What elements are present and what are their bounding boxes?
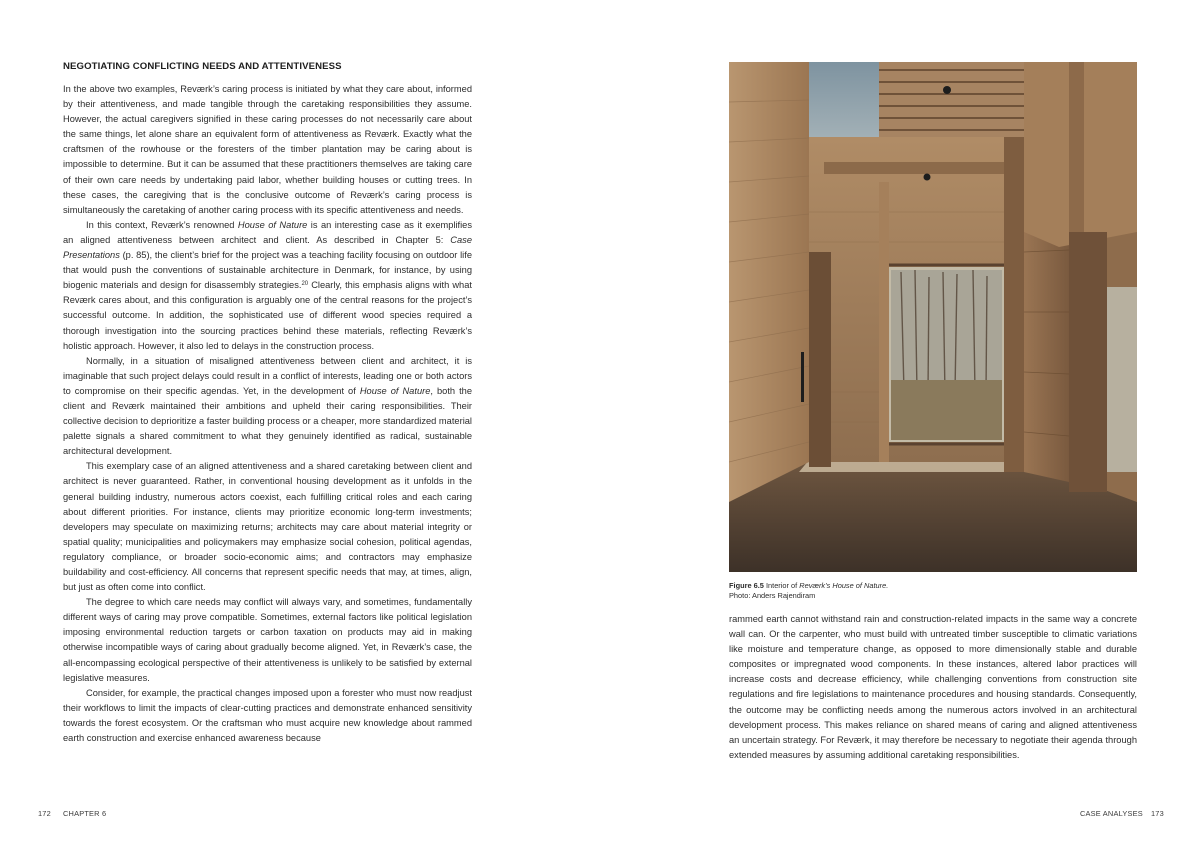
running-footer-right: CASE ANALYSES bbox=[1080, 809, 1143, 818]
page-number-right: 173 bbox=[1151, 809, 1164, 818]
section-heading: NEGOTIATING CONFLICTING NEEDS AND ATTENTIVENESS bbox=[63, 61, 342, 72]
interior-photo bbox=[729, 62, 1137, 572]
chapter-reference: Case Presentations bbox=[63, 234, 472, 261]
left-text-column bbox=[63, 82, 472, 746]
paragraph-5: The degree to which care needs may conflict will always vary, and sometimes, fundamentally different ways of caring may prove compatible. Sometimes, external factors like political legislation imposing environmental reduction targets or carbon taxation on products may aid in making otherwise incompatible ways of caring about gradually become aligned. Yet, in Reværk’s case, the all-encompassing ecological perspective of their attentiveness is unlikely to be satisfied by external legislative measures. bbox=[63, 597, 472, 683]
paragraph-2: In this context, Reværk’s renowned House of Nature is an interesting case as it exemplifies an aligned attentiveness between architect and client. As described in Chapter 5: Case Presentations (p. 85), the client’s brief for the project was a teaching facility focusing on outdoor life that would push the conventions of sustainable architecture in Denmark, for instance, by using biogenic materials and design for disassembly strategies.$^{20}$ Clearly, this emphasis aligns with what Reværk cares about, and this configuration is arguably one of the central reasons for the project’s successful outcome. In addition, the sophisticated use of different wood species required a thorough investigation into the sourcing practices behind these materials, reflecting Reværk’s holistic approach. However, it also led to delays in the construction process. bbox=[63, 219, 472, 351]
paragraph-6: Consider, for example, the practical changes imposed upon a forester who must now readjust their workflows to limit the impacts of clear-cutting practices and demonstrate enhanced sensitivity towards the forest ecosystem. Or the craftsman who must acquire new knowledge about rammed earth construction and exercise enhanced awareness because bbox=[63, 687, 472, 744]
book-title: House of Nature bbox=[237, 219, 308, 230]
running-footer-left: CHAPTER 6 bbox=[63, 809, 107, 818]
right-text-column bbox=[729, 612, 1137, 763]
footnote-ref: 20 bbox=[301, 281, 309, 288]
caption-line: Figure 6.5 Interior of Reværk’s House of Nature. bbox=[729, 581, 889, 590]
paragraph-7: rammed earth cannot withstand rain and construction-related impacts in the same way a concrete wall can. Or the carpenter, who must build with untreated timber susceptible to climatic variations like moisture and temperature change, as opposed to more dimensionally stable and durable composites or impregnated wood components. In these instances, altered labor practices will increase costs and decrease efficiency, while challenging conventions from construction site regulations and fire legislations to maintenance procedures and housing standards. Consequently, the outcome may be conflicting needs among the numerous actors involved in an architectural development process. This makes reliance on shared means of caring and aligned attentiveness an uncertain strategy. For Reværk, it may therefore be necessary to negotiate their agenda through extended measures by assuming additional caretaking responsibilities. bbox=[729, 614, 1137, 760]
page-number-left: 172 bbox=[38, 809, 51, 818]
paragraph-1: In the above two examples, Reværk’s caring process is initiated by what they care about, informed by their attentiveness, and made tangible through the caretaking responsibilities they assume. However, the actual caregivers signified in these caring processes do not necessarily care about the same things, let alone share an equivalent form of attentiveness as Reværk. Exactly what the craftsmen of the rowhouse or the foresters of the timber plantation may be caring about is impossible to determine. But it can be assumed that these practitioners themselves are taking care of their own care needs by undertaking paid labor, whether building houses or cutting trees. In these cases, the caregiving that is the conclusive outcome of Reværk’s caring process is simultaneously the caretaking of another caring process with its specific attentiveness and needs. bbox=[63, 84, 472, 215]
photo-credit: Photo: Anders Rajendiram bbox=[729, 590, 816, 600]
book-title: House of Nature bbox=[359, 385, 431, 396]
paragraph-3: Normally, in a situation of misaligned attentiveness between client and architect, it is imaginable that such project delays could result in a conflict of interests, leading one or both actors to compromise on their specific agendas. Yet, in the development of House of Nature, both the client and Reværk maintained their ambitions and upheld their caring responsibilities. Their collective decision to deprioritize a faster building process or a cheaper, more standardized material palette signals a shared commitment to what they genuinely identified as radical, sustainable architectural development. bbox=[63, 355, 473, 457]
figure-caption bbox=[729, 581, 1137, 600]
paragraph-4: This exemplary case of an aligned attentiveness and a shared caretaking between client and architect is never guaranteed. Rather, in conventional housing development as it unfolds in the general building industry, numerous actors coexist, each fulfilling critical roles and each caring about different priorities. For instance, clients may prioritize economic long-term investments; developers may speculate on maximizing returns; architects may care about material integrity or spatial quality; municipalities and policymakers may emphasize social cohesion, political agendas, regulatory compliance, or broader socio-economic aims; and contractors may emphasize buildability and cost-efficiency. All concerns that represent specific needs that may, at times, align, but just as often come into conflict. bbox=[63, 461, 472, 593]
figure-label: Figure 6.5 bbox=[729, 581, 764, 590]
